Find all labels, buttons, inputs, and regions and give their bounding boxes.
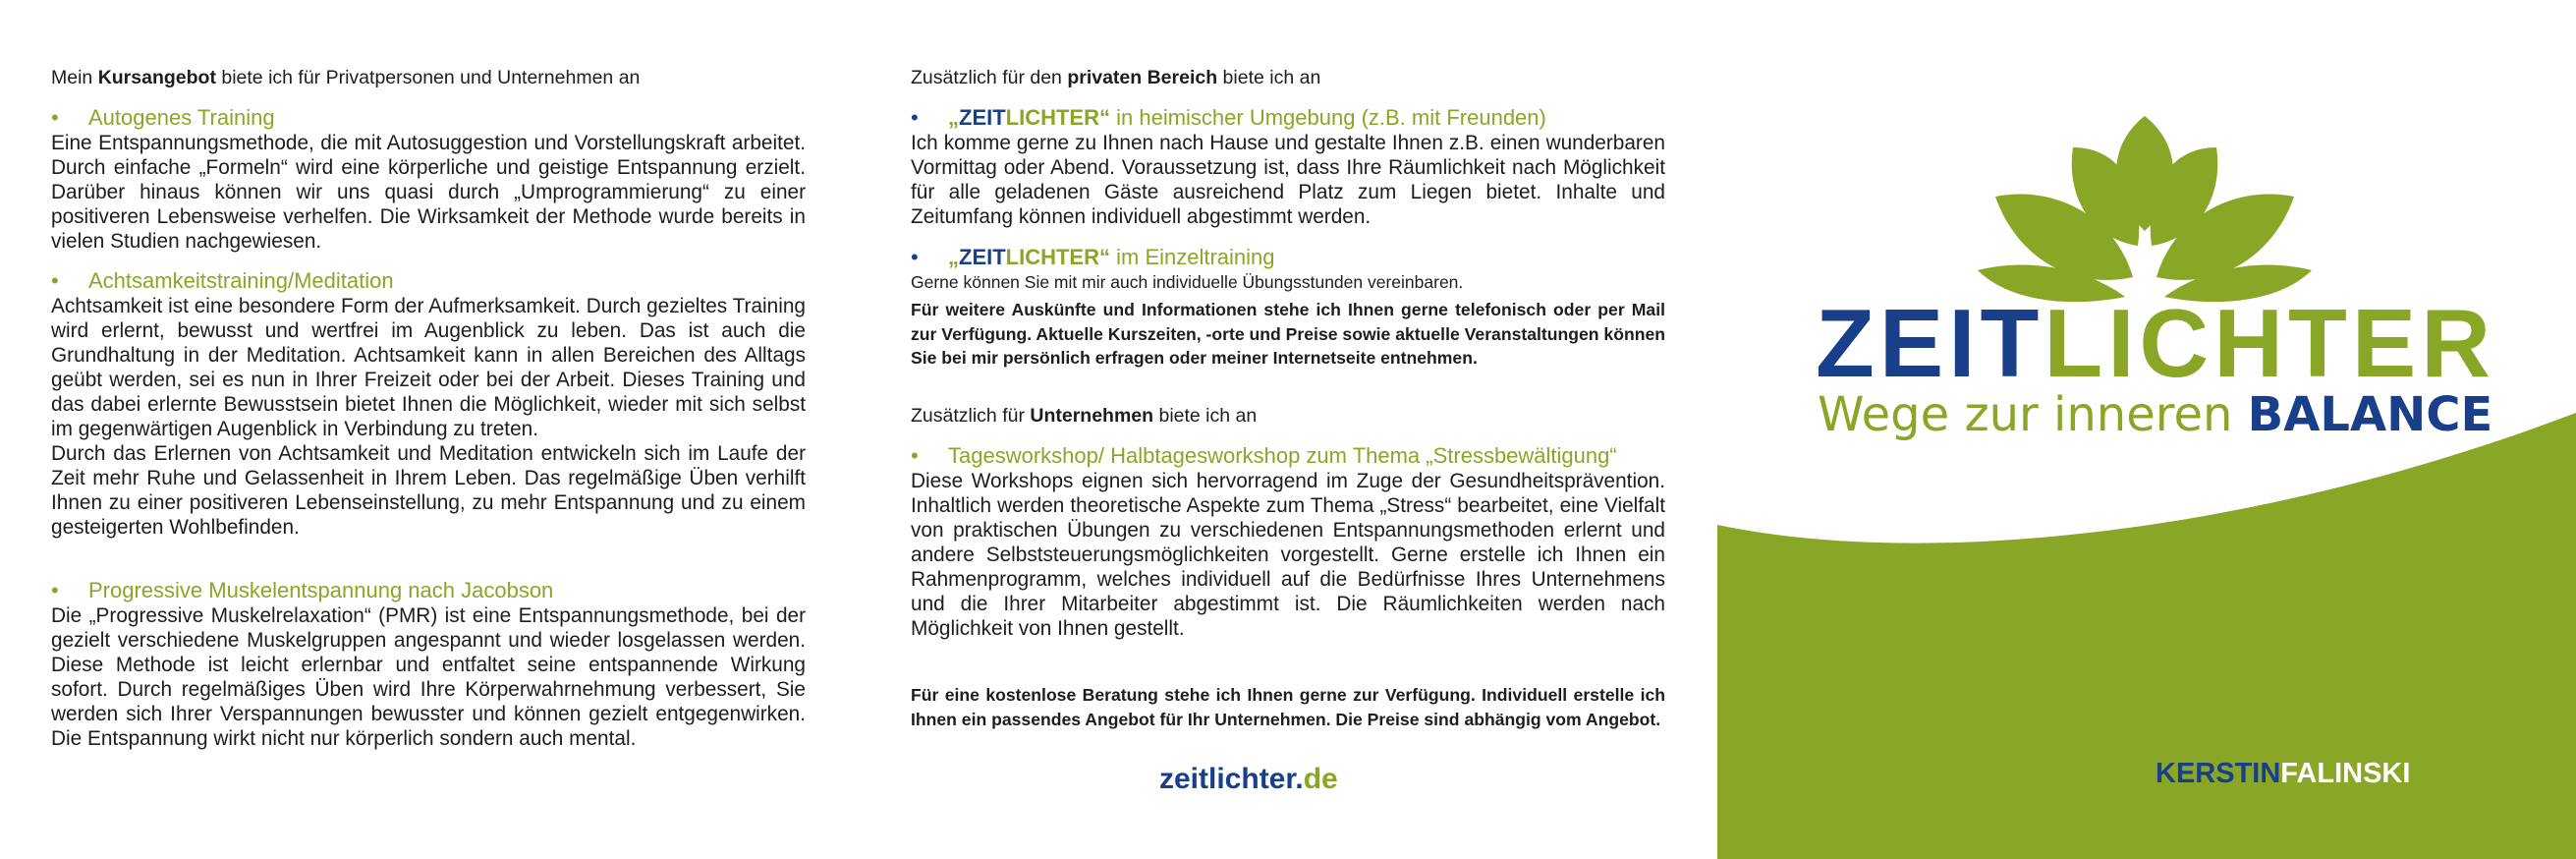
offer-item-text: Ich komme gerne zu Ihnen nach Hause und gestalte Ihnen z.B. einen wunderbaren Vormittag oder Abend. Voraussetzung ist, dass Ihre Räumlichkeit nach Möglichkeit für alle geladenen Gäste ausreichend Platz zum Liegen bietet. Inhalte und Zeitumfang können individuell abgestimmt werden.: [911, 132, 1665, 228]
offer-item-mindfulness: [51, 268, 806, 540]
offer-item-workshop: [911, 443, 1665, 641]
lotus-icon: [1978, 108, 2312, 305]
left-intro-text-end: biete ich für Privatpersonen und Unternehmen an: [215, 67, 641, 88]
tagline-emphasis: BALANCE: [2247, 387, 2493, 442]
brand-wordmark: [1816, 289, 2495, 397]
brand-zeit: ZEIT: [959, 105, 1006, 130]
left-intro-text: Mein: [51, 67, 98, 88]
bullet-icon: •: [911, 245, 919, 269]
private-intro-text-end: biete ich an: [1217, 67, 1321, 88]
business-intro: [911, 403, 1257, 429]
offer-item-title: im Einzeltraining: [1110, 245, 1275, 269]
offer-item-title: Tagesworkshop/ Halbtagesworkshop zum Thema „Stressbewältigung“: [948, 443, 1617, 468]
website-tld: de: [1303, 763, 1338, 795]
cover-panel: [1717, 0, 2576, 859]
bullet-icon: •: [51, 578, 59, 602]
bullet-icon: •: [911, 105, 919, 130]
offer-item-title: in heimischer Umgebung (z.B. mit Freunden): [1110, 105, 1546, 130]
tagline-text: Wege zur inneren: [1818, 387, 2248, 442]
offer-item-title: Progressive Muskelentspannung nach Jacobson: [88, 578, 554, 602]
offer-item-text-continued: Durch das Erlernen von Achtsamkeit und Meditation entwickeln sich im Laufe der Zeit mehr Ruhe und Gelassenheit in Ihrem Leben. Das regelmäßige Üben verhilft Ihnen zu einer positiveren Lebenseinstellung, zu mehr Entspannung und zu einem gesteigerten Wohlbefinden.: [51, 442, 806, 539]
offer-item-pmr: [51, 578, 806, 751]
business-intro-text-end: biete ich an: [1153, 405, 1258, 427]
offer-item-text: Die „Progressive Muskelrelaxation“ (PMR) ist eine Entspannungsmethode, bei der gezielt verschiedene Muskelgruppen angespannt und wieder losgelassen werden. Diese Methode ist leicht erlernbar und entfaltet seine entspannende Wirkung sofort. Durch regelmäßiges Üben wird Ihre Körperwahrnehmung verbessert, Sie werden sich Ihrer Verspannungen bewusster und können gezielt entgegenwirken. Die Entspannung wirkt nicht nur körperlich sondern auch mental.: [51, 604, 806, 750]
offer-item-text: Diese Workshops eignen sich hervorragend im Zuge der Gesundheitsprävention. Inhaltlich werden theoretische Aspekte zum Thema „Stress“ bearbeitet, eine Vielfalt von praktischen Übungen zu verschiedenen Entspannungsmethoden erlernt und andere Selbststeuerungsmöglichkeiten vorgestellt. Gerne erstelle ich Ihnen ein Rahmenprogramm, welches individuell auf die Bedürfnisse Ihres Unternehmens und die Ihrer Mitarbeiter abgestimmt ist. Die Räumlichkeiten werden nach Möglichkeit von Ihnen gestellt.: [911, 470, 1665, 640]
left-intro-bold: Kursangebot: [97, 67, 216, 88]
website-link[interactable]: [1159, 763, 1338, 796]
bullet-icon: •: [911, 443, 919, 468]
offer-item-text: Gerne können Sie mit mir auch individuelle Übungsstunden vereinbaren.: [911, 272, 1464, 292]
closing-paragraph: Für eine kostenlose Beratung stehe ich Ihnen gerne zur Verfügung. Individuell erstelle ich Ihnen ein passendes Angebot für Ihr Unternehmen. Die Preise sind abhängig vom Angebot.: [911, 685, 1665, 729]
offer-item-heading: [911, 105, 1665, 131]
offer-item-home: [911, 105, 1665, 229]
website-domain: zeitlichter.: [1159, 763, 1304, 795]
brand-zeit: ZEIT: [1816, 289, 2044, 397]
offer-item-heading: [51, 268, 806, 294]
offer-item-heading: [51, 578, 806, 603]
author-first-name: KERSTIN: [2156, 758, 2281, 789]
brand-lichter: LICHTER: [1005, 105, 1099, 130]
author-name: [2156, 758, 2410, 790]
quote-open: „: [948, 245, 959, 269]
brand-tagline: [1818, 387, 2493, 442]
private-intro: [911, 65, 1320, 90]
private-intro-text: Zusätzlich für den: [911, 67, 1068, 88]
offer-item-autogenic: [51, 105, 806, 254]
quote-open: „: [948, 105, 959, 130]
quote-close: “: [1099, 245, 1110, 269]
bullet-icon: •: [51, 105, 59, 130]
business-intro-bold: Unternehmen: [1030, 405, 1154, 427]
quote-close: “: [1099, 105, 1110, 130]
offer-item-title: Autogenes Training: [88, 105, 275, 130]
offer-item-individual: [911, 245, 1665, 294]
offer-item-heading: [911, 443, 1665, 469]
private-intro-bold: privaten Bereich: [1067, 67, 1218, 88]
bullet-icon: •: [51, 268, 59, 293]
offer-item-title: Achtsamkeitstraining/Meditation: [88, 268, 394, 293]
info-paragraph: Für weitere Auskünfte und Informationen stehe ich Ihnen gerne telefonisch oder per Mail zur Verfügung. Aktuelle Kurszeiten, -orte und Preise sowie aktuelle Veranstaltungen können Sie bei mir persönlich erfragen oder meiner Internetseite entnehmen.: [911, 300, 1665, 368]
offer-item-heading: [911, 245, 1665, 270]
offer-item-heading: [51, 105, 806, 131]
left-intro: [51, 65, 640, 90]
author-last-name: FALINSKI: [2280, 758, 2411, 789]
brand-lichter: LICHTER: [2044, 289, 2495, 397]
brand-zeit: ZEIT: [959, 245, 1006, 269]
business-intro-text: Zusätzlich für: [911, 405, 1031, 427]
brand-lichter: LICHTER: [1005, 245, 1099, 269]
offer-item-text: Eine Entspannungsmethode, die mit Autosuggestion und Vorstellungskraft arbeitet. Durch einfache „Formeln“ wird eine körperliche und geistige Entspannung erzielt. Darüber hinaus können wir uns quasi durch „Umprogrammierung“ zu einer positiveren Lebensweise verhelfen. Die Wirksamkeit der Methode wurde bereits in vielen Studien nachgewiesen.: [51, 132, 806, 253]
offer-item-text: Achtsamkeit ist eine besondere Form der Aufmerksamkeit. Durch gezieltes Training wird erlernt, bewusst und wertfrei im Augenblick zu leben. Das ist auch die Grundhaltung in der Meditation. Achtsamkeit kann in allen Bereichen des Alltags geübt werden, sei es nun in Ihrer Freizeit oder bei der Arbeit. Dieses Training und das dabei erlernte Bewusstsein bietet Ihnen die Möglichkeit, wieder mit sich selbst im gegenwärtigen Augenblick in Verbindung zu treten.: [51, 295, 806, 440]
